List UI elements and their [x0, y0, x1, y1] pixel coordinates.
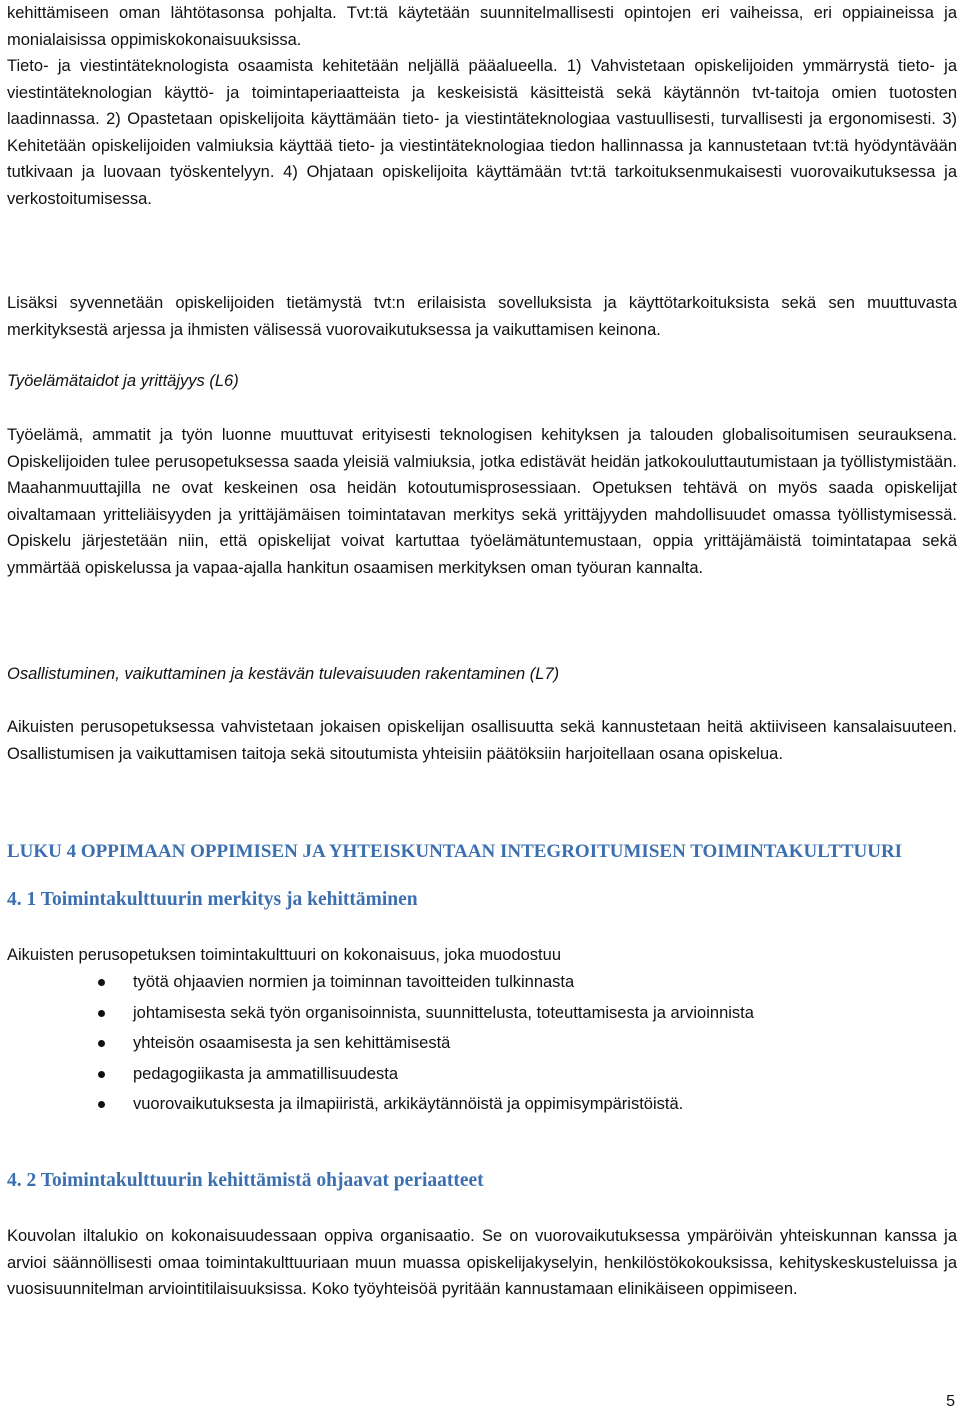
paragraph-text: Lisäksi syvennetään opiskelijoiden tietämystä tvt:n erilaisista sovelluksista ja käyttötarkoituksista sekä sen muuttuvasta merkityksestä arjessa ja ihmisten välisessä vuorovaikutuksessa ja vaikuttamisen keinona.: [7, 294, 957, 339]
paragraph-text: Aikuisten perusopetuksessa vahvistetaan jokaisen opiskelijan osallisuutta sekä kannustetaan heitä aktiiviseen kansalaisuuteen. Osallistumisen ja vaikuttamisen taitoja sekä sitoutumista yhteisiin päätöksiin harjoitellaan osana opiskelua.: [7, 718, 957, 763]
bullet-list: [7, 967, 957, 1120]
paragraph-participation: [7, 714, 957, 767]
paragraph-text: kehittämiseen oman lähtötasonsa pohjalta. Tvt:tä käytetään suunnitelmallisesti opintojen eri vaiheissa, eri oppiaineissa ja monialaisissa oppimiskokonaisuuksissa.: [7, 4, 957, 49]
heading-text: Osallistuminen, vaikuttaminen ja kestävän tulevaisuuden rakentaminen (L7): [7, 665, 560, 683]
list-item: pedagogiikasta ja ammatillisuudesta: [7, 1059, 957, 1090]
chapter-4-heading: [7, 839, 957, 865]
paragraph-text: Työelämä, ammatit ja työn luonne muuttuvat erityisesti teknologisen kehityksen ja talouden globalisoitumisen seurauksena. Opiskelijoiden tulee perusopetuksessa saada yleisiä valmiuksia, jotka edistävät heidän jatkokouluttautumistaan ja työllistymistään. Maahanmuuttajilla ne ovat keskeinen osa heidän kotoutumisprosessiaan. Opetuksen tehtävä on myös saada opiskelijat oivaltamaan yritteliäisyyden ja yrittäjämäisen toimintatavan merkitys sekä yrittäjyyden mahdollisuudet omassa työllistymisessä. Opiskelu järjestetään niin, että opiskelijat voivat kartuttaa työelämätuntemustaan, oppia yrittäjämäistä toimintatapaa sekä ymmärtää opiskelussa ja vapaa-ajalla hankitun osaamisen merkityksen oman työuran kannalta.: [7, 426, 957, 577]
section-4-2-heading: [7, 1168, 957, 1194]
paragraph-tvt-deepening: [7, 290, 957, 343]
paragraph-text: Kouvolan iltalukio on kokonaisuudessaan oppiva organisaatio. Se on vuorovaikutuksessa ympäröivän yhteiskunnan kanssa ja arvioi säännöllisesti omaa toimintakulttuuriaan muun muassa opiskelijakyselyin, henkilöstökokouksissa, kehityskeskusteluissa ja vuosisuunnitelman arviointitilaisuuksissa. Koko työyhteisöä pyritään kannustamaan elinikäiseen oppimiseen.: [7, 1227, 957, 1298]
list-item: vuorovaikutuksesta ja ilmapiiristä, arkikäytännöistä ja oppimisympäristöistä.: [7, 1089, 957, 1120]
bullet-icon: [98, 1071, 105, 1078]
paragraph-culture-intro: [7, 942, 957, 969]
paragraph-organisation: [7, 1223, 957, 1303]
bullet-list-items: [7, 967, 957, 1120]
heading-text: Työelämätaidot ja yrittäjyys (L6): [7, 372, 239, 390]
list-item: työtä ohjaavien normien ja toiminnan tavoitteiden tulkinnasta: [7, 967, 957, 998]
list-item: yhteisön osaamisesta ja sen kehittämisestä: [7, 1028, 957, 1059]
page-number: 5: [946, 1393, 955, 1410]
chapter-title: LUKU 4 OPPIMAAN OPPIMISEN JA YHTEISKUNTAAN INTEGROITUMISEN TOIMINTAKULTTUURI: [7, 841, 903, 862]
bullet-icon: [98, 1010, 105, 1017]
paragraph-tvt-usage: [7, 0, 957, 53]
heading-l7: [7, 661, 957, 687]
paragraph-text: Tieto- ja viestintäteknologista osaamista kehitetään neljällä pääalueella. 1) Vahvistetaan opiskelijoiden ymmärrystä tieto- ja viestintäteknologian käyttö- ja toimintaperiaatteista ja keskeisistä käsitteistä sekä käytännön tvt-taitoja omien tuotosten laadinnassa. 2) Opastetaan opiskelijoita käyttämään tieto- ja viestintäteknologiaa vastuullisesti, turvallisesti ja ergonomisesti. 3) Kehitetään opiskelijoiden valmiuksia käyttää tieto- ja viestintäteknologiaa tiedon hallinnassa ja kannustetaan tvt:tä hyödyntävään tutkivaan ja luovaan työskentelyyn. 4) Ohjataan opiskelijoita käyttämään tvt:tä tarkoituksenmukaisesti vuorovaikutuksessa ja verkostoitumisessa.: [7, 57, 957, 208]
list-item: johtamisesta sekä työn organisoinnista, suunnittelusta, toteuttamisesta ja arvioinnista: [7, 998, 957, 1029]
heading-l6: [7, 368, 957, 394]
paragraph-working-life: [7, 422, 957, 581]
bullet-icon: [98, 1101, 105, 1108]
section-4-1-heading: [7, 887, 957, 913]
section-title: 4. 1 Toimintakulttuurin merkitys ja kehittäminen: [7, 889, 418, 910]
bullet-icon: [98, 1040, 105, 1047]
paragraph-text: Aikuisten perusopetuksen toimintakulttuuri on kokonaisuus, joka muodostuu: [7, 946, 561, 964]
section-title: 4. 2 Toimintakulttuurin kehittämistä ohjaavat periaatteet: [7, 1170, 484, 1191]
paragraph-tvt-areas: [7, 53, 957, 212]
bullet-icon: [98, 979, 105, 986]
